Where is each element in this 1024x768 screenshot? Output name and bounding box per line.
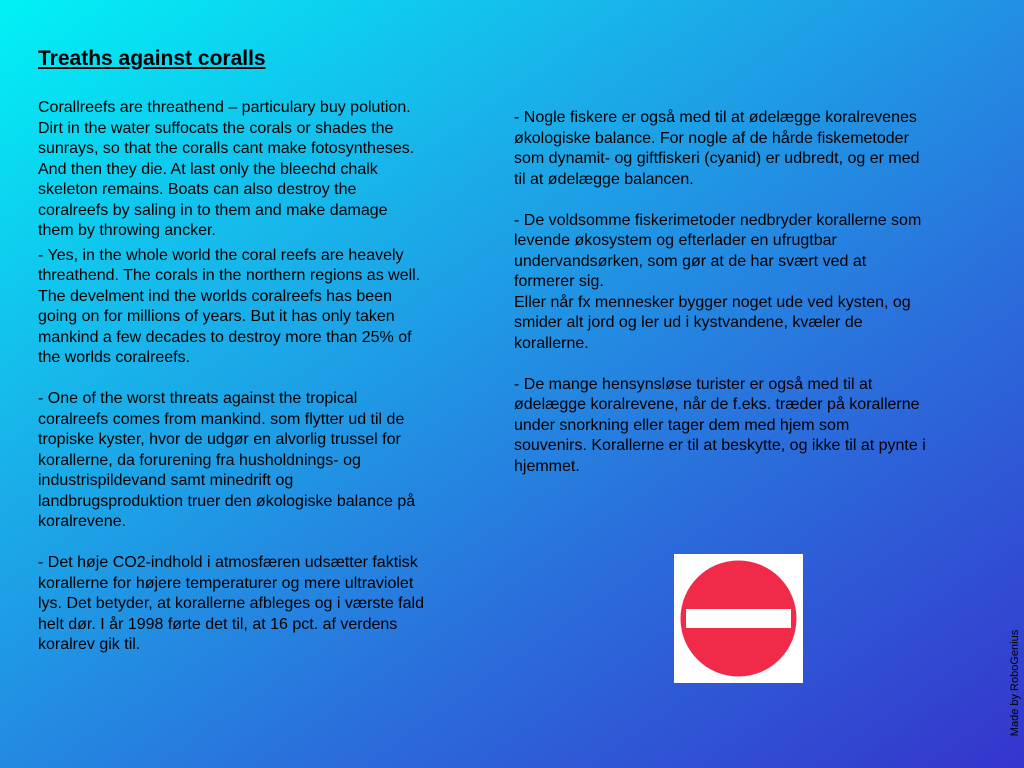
paragraph-mankind-threat: - One of the worst threats against the tropical coralreefs comes from mankind. som flytter ud til de tropiske kyster, hvor de udgør en alvorlig trussel for korallerne, da forurening fra husholdnings- og industrispildevand samt minedrift og landbrugsproduktion truer den økologiske balance på koralrevene. bbox=[38, 390, 416, 530]
credit-box bbox=[1004, 629, 1024, 737]
paragraph-coastal-building: Eller når fx mennesker bygger noget ude ved kysten, og smider alt jord og ler ud i kystvandene, kvæler de korallerne. bbox=[514, 293, 911, 352]
no-entry-sign-graphic bbox=[674, 554, 803, 683]
paragraph-worldwide-threat: - Yes, in the whole world the coral reefs are heavely threathend. The corals in the northern regions as well. The develment ind the worlds coralreefs has been going on for millions of years. But it has only taken mankind a few decades to destroy more than 25% of the worlds coralreefs. bbox=[38, 246, 421, 366]
no-entry-sign-icon bbox=[674, 554, 803, 683]
credit-text: Made by RoboGenius bbox=[1009, 629, 1021, 737]
slide-title: Treaths against coralls bbox=[38, 47, 266, 70]
paragraph-tourists: - De mange hensynsløse turister er også med til at ødelægge koralrevene, når de f.eks. træder på korallerne under snorkning eller tager dem med hjem som souvenirs. Korallerne er til at beskytte, og ikke til at pynte i hjemmet. bbox=[514, 375, 926, 475]
right-text-column bbox=[514, 108, 926, 477]
paragraph-fishing-methods: - De voldsomme fiskerimetoder nedbryder korallerne som levende økosystem og efterlader en ufrugtbar undervandsørken, som gør at de har svært ved at formerer sig. bbox=[514, 211, 922, 290]
left-text-column bbox=[38, 98, 426, 656]
paragraph-fishermen: - Nogle fiskere er også med til at ødelægge koralrevenes økologiske balance. For nogle af de hårde fiskemetoder som dynamit- og giftfiskeri (cyanid) er udbredt, og er med til at ødelægge balancen. bbox=[514, 109, 920, 188]
no-entry-bar bbox=[686, 609, 791, 628]
paragraph-pollution: Corallreefs are threathend – particulary buy polution. Dirt in the water suffocats the corals or shades the sunrays, so that the coralls cant make fotosyntheses. And then they die. At last only the bleechd chalk skeleton remains. Boats can also destroy the coralreefs by saling in to them and make damage them by throwing ancker. bbox=[38, 99, 415, 239]
paragraph-co2: - Det høje CO2-indhold i atmosfæren udsætter faktisk korallerne for højere temperaturer og mere ultraviolet lys. Det betyder, at korallerne afbleges og i værste fald helt dør. I år 1998 førte det til, at 16 pct. af verdens koralrev gik til. bbox=[38, 554, 424, 653]
